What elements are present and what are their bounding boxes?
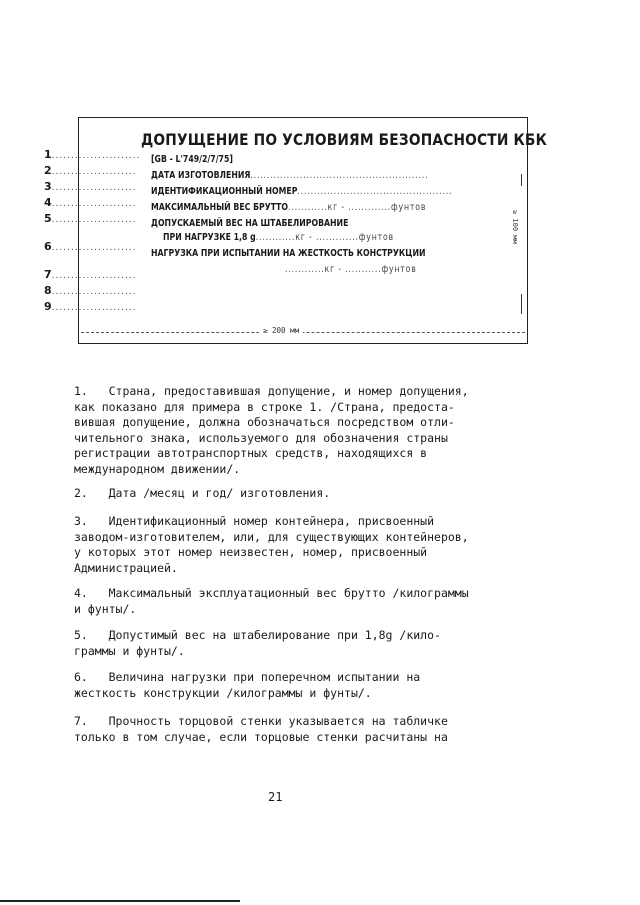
note-3: 3. Идентификационный номер контейнера, присвоенный заводом-изготовителем, или, для существующих контейнеров, у которых этот номер неизвестен, номер, присвоенный Администрацией. (74, 514, 469, 575)
note-1: 1. Страна, предоставившая допущение, и номер допущения, как показано для примера в строке 1. /Страна, предоста- вившая допущение, должна обозначаться посредством отли- чительного знака, используемого для обозначения страны регистрации автотранспортных средств, находящихся в международном движении/. (74, 384, 469, 476)
height-tick (521, 174, 522, 186)
plate-field-3: ИДЕНТИФИКАЦИОННЫЙ НОМЕР............................................... (151, 186, 453, 197)
field-number-7: 7...................... (44, 268, 137, 281)
field-number-8: 8...................... (44, 284, 137, 297)
footer-rule (0, 900, 240, 902)
note-4: 4. Максимальный эксплуатационный вес брутто /килограммы и фунты/. (74, 586, 469, 616)
plate-field-4: МАКСИМАЛЬНЫЙ ВЕС БРУТТО............кг - .............фунтов (151, 202, 427, 213)
plate-title: ДОПУЩЕНИЕ ПО УСЛОВИЯМ БЕЗОПАСНОСТИ КБК (141, 130, 548, 149)
height-tick (521, 294, 522, 314)
field-number-2: 2...................... (44, 164, 137, 177)
field-number-3: 3...................... (44, 180, 137, 193)
note-5: 5. Допустимый вес на штабелирование при 1,8g /кило- граммы и фунты/. (74, 628, 441, 658)
plate-field-5: ДОПУСКАЕМЫЙ ВЕС НА ШТАБЕЛИРОВАНИЕ (151, 218, 349, 229)
plate-field-6-cont: ............кг - ...........фунтов (285, 264, 417, 275)
safety-approval-plate (78, 117, 548, 344)
plate-field-5-cont: ПРИ НАГРУЗКЕ 1,8 g............кг - .............фунтов (163, 232, 394, 243)
field-number-6: 6...................... (44, 240, 137, 253)
field-number-9: 9...................... (44, 300, 137, 313)
plate-field-6: НАГРУЗКА ПРИ ИСПЫТАНИИ НА ЖЕСТКОСТЬ КОНСТРУКЦИИ (151, 248, 426, 259)
note-7: 7. Прочность торцовой стенки указывается на табличке только в том случае, если торцовые стенки расчитаны на (74, 714, 448, 744)
height-dimension-label: ≥ 100 мм (511, 210, 519, 244)
width-dimension-label: ≥ 200 мм (259, 326, 303, 335)
note-6: 6. Величина нагрузки при поперечном испытании на жесткость конструкции /килограммы и фунты/. (74, 670, 421, 700)
plate-field-2: ДАТА ИЗГОТОВЛЕНИЯ...................................................... (151, 170, 429, 181)
field-number-5: 5...................... (44, 212, 137, 225)
plate-field-1: [GB - L'749/2/7/75] (151, 154, 233, 165)
page-number: 21 (268, 790, 283, 804)
note-2: 2. Дата /месяц и год/ изготовления. (74, 486, 331, 500)
field-number-4: 4...................... (44, 196, 137, 209)
field-number-1: 1....................... (44, 148, 141, 161)
width-dimension (81, 326, 525, 338)
